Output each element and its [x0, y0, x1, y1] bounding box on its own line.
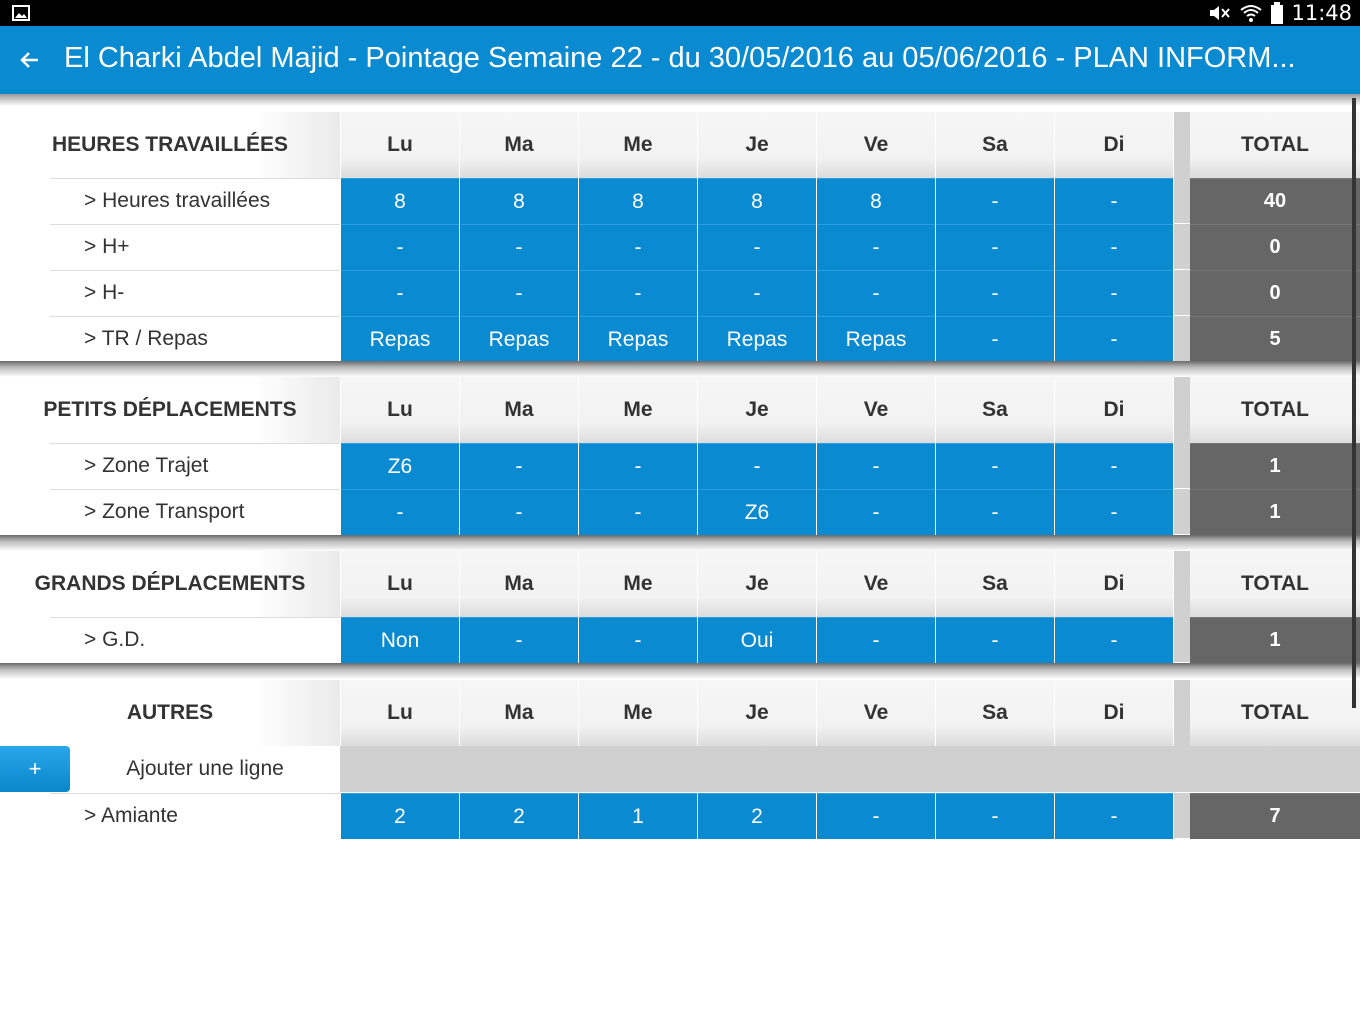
- day-header-je: Je: [698, 377, 816, 443]
- cell-di[interactable]: -: [1055, 178, 1173, 224]
- cell-lu[interactable]: 2: [341, 793, 459, 839]
- cell-lu[interactable]: -: [341, 224, 459, 270]
- table-row: [0, 224, 1360, 269]
- back-arrow-icon[interactable]: [18, 48, 42, 72]
- row-label: > Zone Transport: [50, 489, 340, 534]
- divider: [1174, 793, 1190, 838]
- row-total: 0: [1190, 224, 1360, 270]
- day-header-lu: Lu: [341, 551, 459, 617]
- divider: [1174, 112, 1190, 178]
- cell-me[interactable]: -: [579, 224, 697, 270]
- row-label: > H-: [50, 270, 340, 315]
- row-label: > Zone Trajet: [50, 443, 340, 488]
- day-header-ma: Ma: [460, 551, 578, 617]
- day-header-me: Me: [579, 377, 697, 443]
- add-line-filler: [340, 746, 1360, 792]
- section-header: [0, 680, 1360, 746]
- cell-je[interactable]: -: [698, 270, 816, 316]
- day-header-me: Me: [579, 680, 697, 746]
- cell-sa[interactable]: -: [936, 793, 1054, 839]
- row-total: 1: [1190, 489, 1360, 535]
- day-header-ve: Ve: [817, 377, 935, 443]
- day-header-me: Me: [579, 551, 697, 617]
- section-separator: [0, 361, 1360, 377]
- cell-ve[interactable]: -: [817, 489, 935, 535]
- scrollbar[interactable]: [1352, 98, 1356, 708]
- cell-ma[interactable]: -: [460, 224, 578, 270]
- cell-ve[interactable]: 8: [817, 178, 935, 224]
- table-row: [0, 270, 1360, 315]
- cell-je[interactable]: -: [698, 443, 816, 489]
- table-row: [0, 178, 1360, 223]
- day-header-di: Di: [1055, 377, 1173, 443]
- section-header: [0, 377, 1360, 443]
- total-header: TOTAL: [1190, 377, 1360, 443]
- day-header-lu: Lu: [341, 377, 459, 443]
- wifi-icon: [1239, 3, 1263, 23]
- row-label: > Heures travaillées: [50, 178, 340, 223]
- row-label: > G.D.: [50, 617, 340, 662]
- cell-ve[interactable]: Repas: [817, 316, 935, 362]
- battery-icon: [1271, 2, 1283, 24]
- cell-ve[interactable]: -: [817, 793, 935, 839]
- cell-lu[interactable]: 8: [341, 178, 459, 224]
- cell-je[interactable]: Z6: [698, 489, 816, 535]
- table-row: [0, 617, 1360, 662]
- cell-lu[interactable]: Z6: [341, 443, 459, 489]
- cell-lu[interactable]: -: [341, 489, 459, 535]
- cell-me[interactable]: -: [579, 443, 697, 489]
- cell-ve[interactable]: -: [817, 617, 935, 663]
- cell-di[interactable]: -: [1055, 793, 1173, 839]
- cell-ma[interactable]: -: [460, 270, 578, 316]
- section-title: GRANDS DÉPLACEMENTS: [0, 551, 340, 617]
- cell-ma[interactable]: 8: [460, 178, 578, 224]
- row-total: 0: [1190, 270, 1360, 316]
- row-label: > Amiante: [50, 793, 340, 838]
- day-header-lu: Lu: [341, 680, 459, 746]
- divider: [1174, 178, 1190, 223]
- total-header: TOTAL: [1190, 112, 1360, 178]
- add-line-label[interactable]: Ajouter une ligne: [126, 757, 284, 780]
- day-header-je: Je: [698, 551, 816, 617]
- cell-je[interactable]: 2: [698, 793, 816, 839]
- divider: [1174, 224, 1190, 269]
- row-total: 7: [1190, 793, 1360, 839]
- table-row: [0, 316, 1360, 361]
- divider: [1174, 489, 1190, 534]
- clock: 11:48: [1291, 1, 1352, 25]
- row-total: 40: [1190, 178, 1360, 224]
- divider: [1174, 680, 1190, 746]
- section-separator: [0, 535, 1360, 551]
- day-header-je: Je: [698, 680, 816, 746]
- mute-icon: [1207, 3, 1231, 23]
- cell-di[interactable]: -: [1055, 316, 1173, 362]
- section-header: [0, 112, 1360, 178]
- day-header-ma: Ma: [460, 680, 578, 746]
- cell-je[interactable]: Repas: [698, 316, 816, 362]
- cell-di[interactable]: -: [1055, 617, 1173, 663]
- cell-ve[interactable]: -: [817, 270, 935, 316]
- row-total: 1: [1190, 617, 1360, 663]
- row-label: > TR / Repas: [50, 316, 340, 361]
- cell-di[interactable]: -: [1055, 489, 1173, 535]
- day-header-ma: Ma: [460, 377, 578, 443]
- table-row: [0, 489, 1360, 534]
- cell-ma[interactable]: -: [460, 617, 578, 663]
- gallery-icon: [12, 5, 30, 21]
- cell-di[interactable]: -: [1055, 443, 1173, 489]
- cell-di[interactable]: -: [1055, 270, 1173, 316]
- day-header-sa: Sa: [936, 551, 1054, 617]
- section-title: AUTRES: [0, 680, 340, 746]
- row-label: > H+: [50, 224, 340, 269]
- cell-me[interactable]: -: [579, 617, 697, 663]
- day-header-sa: Sa: [936, 680, 1054, 746]
- cell-ma[interactable]: -: [460, 443, 578, 489]
- cell-lu[interactable]: Non: [341, 617, 459, 663]
- cell-sa[interactable]: -: [936, 270, 1054, 316]
- divider: [1174, 270, 1190, 315]
- cell-je[interactable]: -: [698, 224, 816, 270]
- table-row: [0, 793, 1360, 838]
- day-header-di: Di: [1055, 551, 1173, 617]
- cell-me[interactable]: -: [579, 489, 697, 535]
- row-total: 1: [1190, 443, 1360, 489]
- divider: [1174, 316, 1190, 361]
- day-header-ve: Ve: [817, 112, 935, 178]
- cell-ve[interactable]: -: [817, 443, 935, 489]
- divider: [1174, 443, 1190, 488]
- add-line-button[interactable]: +: [0, 746, 70, 792]
- page-title: El Charki Abdel Majid - Pointage Semaine 22 - du 30/05/2016 au 05/06/2016 - PLAN INFORM...: [64, 42, 1296, 74]
- cell-me[interactable]: 1: [579, 793, 697, 839]
- day-header-ma: Ma: [460, 112, 578, 178]
- status-bar: [0, 0, 1360, 26]
- table-row: [0, 443, 1360, 488]
- cell-je[interactable]: 8: [698, 178, 816, 224]
- section-title: PETITS DÉPLACEMENTS: [0, 377, 340, 443]
- day-header-ve: Ve: [817, 551, 935, 617]
- cell-di[interactable]: -: [1055, 224, 1173, 270]
- divider: [1174, 551, 1190, 617]
- day-header-di: Di: [1055, 112, 1173, 178]
- day-header-sa: Sa: [936, 112, 1054, 178]
- cell-me[interactable]: 8: [579, 178, 697, 224]
- total-header: TOTAL: [1190, 551, 1360, 617]
- add-line-row: [0, 746, 1360, 792]
- day-header-sa: Sa: [936, 377, 1054, 443]
- appbar-shadow: [0, 94, 1360, 106]
- cell-lu[interactable]: -: [341, 270, 459, 316]
- cell-sa[interactable]: -: [936, 224, 1054, 270]
- section-header: [0, 551, 1360, 617]
- app-bar: [0, 26, 1360, 94]
- divider: [1174, 617, 1190, 662]
- cell-me[interactable]: -: [579, 270, 697, 316]
- section-title: HEURES TRAVAILLÉES: [0, 112, 340, 178]
- cell-me[interactable]: Repas: [579, 316, 697, 362]
- day-header-di: Di: [1055, 680, 1173, 746]
- day-header-je: Je: [698, 112, 816, 178]
- cell-je[interactable]: Oui: [698, 617, 816, 663]
- cell-sa[interactable]: -: [936, 443, 1054, 489]
- day-header-ve: Ve: [817, 680, 935, 746]
- cell-sa[interactable]: -: [936, 617, 1054, 663]
- day-header-lu: Lu: [341, 112, 459, 178]
- cell-ve[interactable]: -: [817, 224, 935, 270]
- cell-ma[interactable]: 2: [460, 793, 578, 839]
- cell-lu[interactable]: Repas: [341, 316, 459, 362]
- cell-sa[interactable]: -: [936, 178, 1054, 224]
- cell-sa[interactable]: -: [936, 489, 1054, 535]
- cell-sa[interactable]: -: [936, 316, 1054, 362]
- cell-ma[interactable]: -: [460, 489, 578, 535]
- cell-ma[interactable]: Repas: [460, 316, 578, 362]
- day-header-me: Me: [579, 112, 697, 178]
- total-header: TOTAL: [1190, 680, 1360, 746]
- section-separator: [0, 663, 1360, 679]
- divider: [1174, 377, 1190, 443]
- row-total: 5: [1190, 316, 1360, 362]
